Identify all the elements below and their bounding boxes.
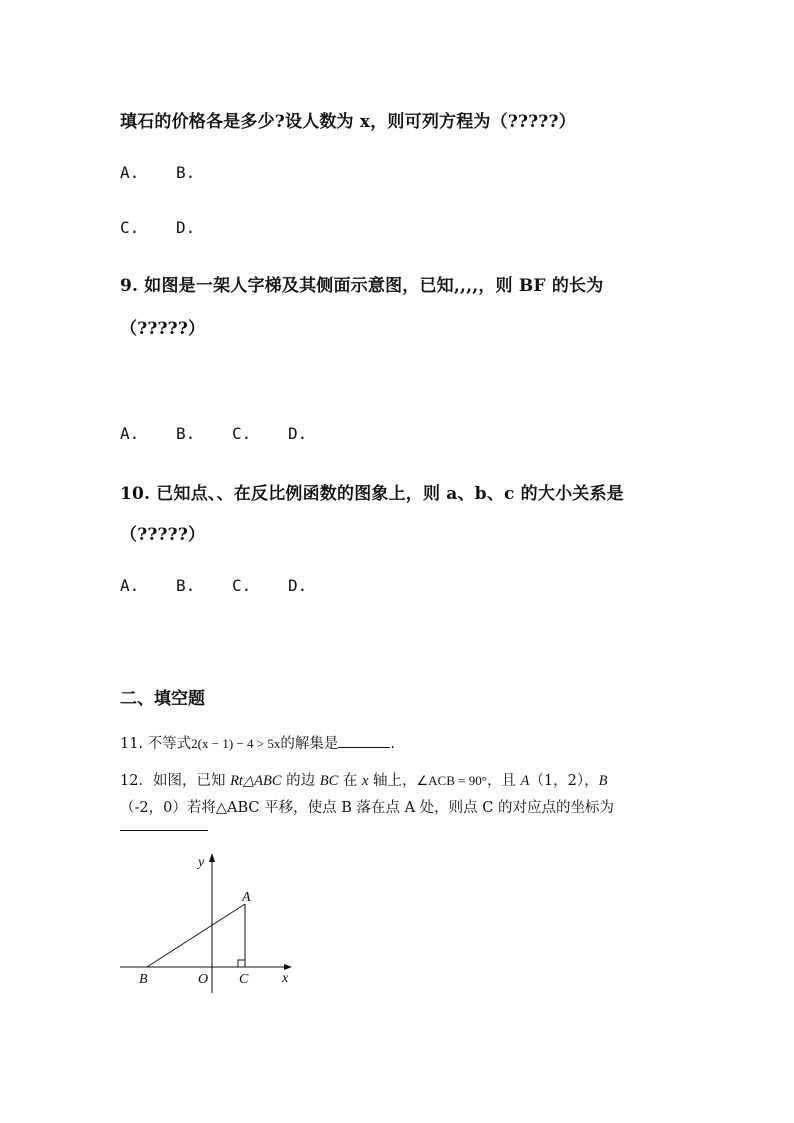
q11-prefix: 11. 不等式 bbox=[120, 736, 192, 752]
q10-options bbox=[120, 576, 344, 595]
q9-paren: （?????） bbox=[120, 319, 206, 339]
q8-option-d[interactable]: D. bbox=[176, 218, 196, 237]
side-ab bbox=[147, 904, 245, 967]
section-title-fill-in: 二、填空题 bbox=[120, 689, 205, 709]
label-o: O bbox=[198, 972, 209, 987]
q12-answer-blank[interactable] bbox=[120, 814, 208, 831]
q8-options bbox=[120, 163, 232, 182]
label-b: B bbox=[139, 972, 148, 987]
q12-text: 轴上， bbox=[368, 773, 417, 789]
q12-text: 12．如图，已知 bbox=[120, 773, 231, 789]
q8-stem: 瑱石的价格各是多少?设人数为 x，则可列方程为（?????） bbox=[120, 112, 576, 132]
x-axis-arrow bbox=[284, 964, 292, 970]
label-a: A bbox=[242, 890, 251, 905]
q12-angle: ∠ACB = 90° bbox=[416, 773, 487, 788]
q8-option-a[interactable]: A. bbox=[120, 163, 140, 182]
q8-option-c[interactable]: C. bbox=[120, 218, 140, 237]
q9-option-d[interactable]: D. bbox=[288, 424, 308, 443]
q11-inequality: 2(x − 1) − 4 > 5x bbox=[191, 736, 281, 751]
q8-option-b[interactable]: B. bbox=[176, 163, 196, 182]
label-c: C bbox=[239, 972, 249, 987]
q10-option-d[interactable]: D. bbox=[288, 576, 308, 595]
q11-line bbox=[120, 732, 395, 753]
q8-options-2 bbox=[120, 218, 232, 237]
q12-axis: x bbox=[361, 773, 369, 789]
q9-stem: 9. 如图是一架人字梯及其侧面示意图，已知,,,,，则 BF 的长为 bbox=[120, 276, 604, 296]
coordinate-figure bbox=[112, 848, 302, 998]
q12-text: 在 bbox=[338, 773, 362, 789]
q12-triangle: Rt△ABC bbox=[230, 773, 282, 789]
q11-suffix: 的解集是 bbox=[280, 736, 339, 752]
q9-options bbox=[120, 424, 344, 443]
q12-point-a: A bbox=[520, 773, 530, 789]
label-x: x bbox=[282, 971, 289, 986]
q10-stem: 10. 已知点、、在反比例函数的图象上，则 a、b、c 的大小关系是 bbox=[120, 484, 624, 504]
q12-line2: （-2，0）若将△ABC 平移，使点 B 落在点 A 处，则点 C 的对应点的坐标为 bbox=[120, 800, 614, 816]
q9-option-b[interactable]: B. bbox=[176, 424, 196, 443]
y-axis-arrow bbox=[209, 853, 215, 862]
q10-option-a[interactable]: A. bbox=[120, 576, 140, 595]
q11-answer-blank[interactable] bbox=[338, 733, 390, 748]
q10-option-c[interactable]: C. bbox=[232, 576, 252, 595]
label-y: y bbox=[198, 855, 205, 870]
q12-text: （1，2）， bbox=[529, 773, 599, 789]
q12-point-b: B bbox=[598, 773, 608, 789]
q12-text: ，且 bbox=[486, 773, 521, 789]
q10-option-b[interactable]: B. bbox=[176, 576, 196, 595]
right-angle-mark bbox=[238, 960, 245, 967]
q11-end: . bbox=[390, 736, 395, 752]
q12-line1 bbox=[120, 769, 607, 790]
q10-paren: （?????） bbox=[120, 525, 206, 545]
q12-side: BC bbox=[319, 773, 339, 789]
q12-text: 的边 bbox=[281, 773, 320, 789]
q9-option-a[interactable]: A. bbox=[120, 424, 140, 443]
q9-option-c[interactable]: C. bbox=[232, 424, 252, 443]
